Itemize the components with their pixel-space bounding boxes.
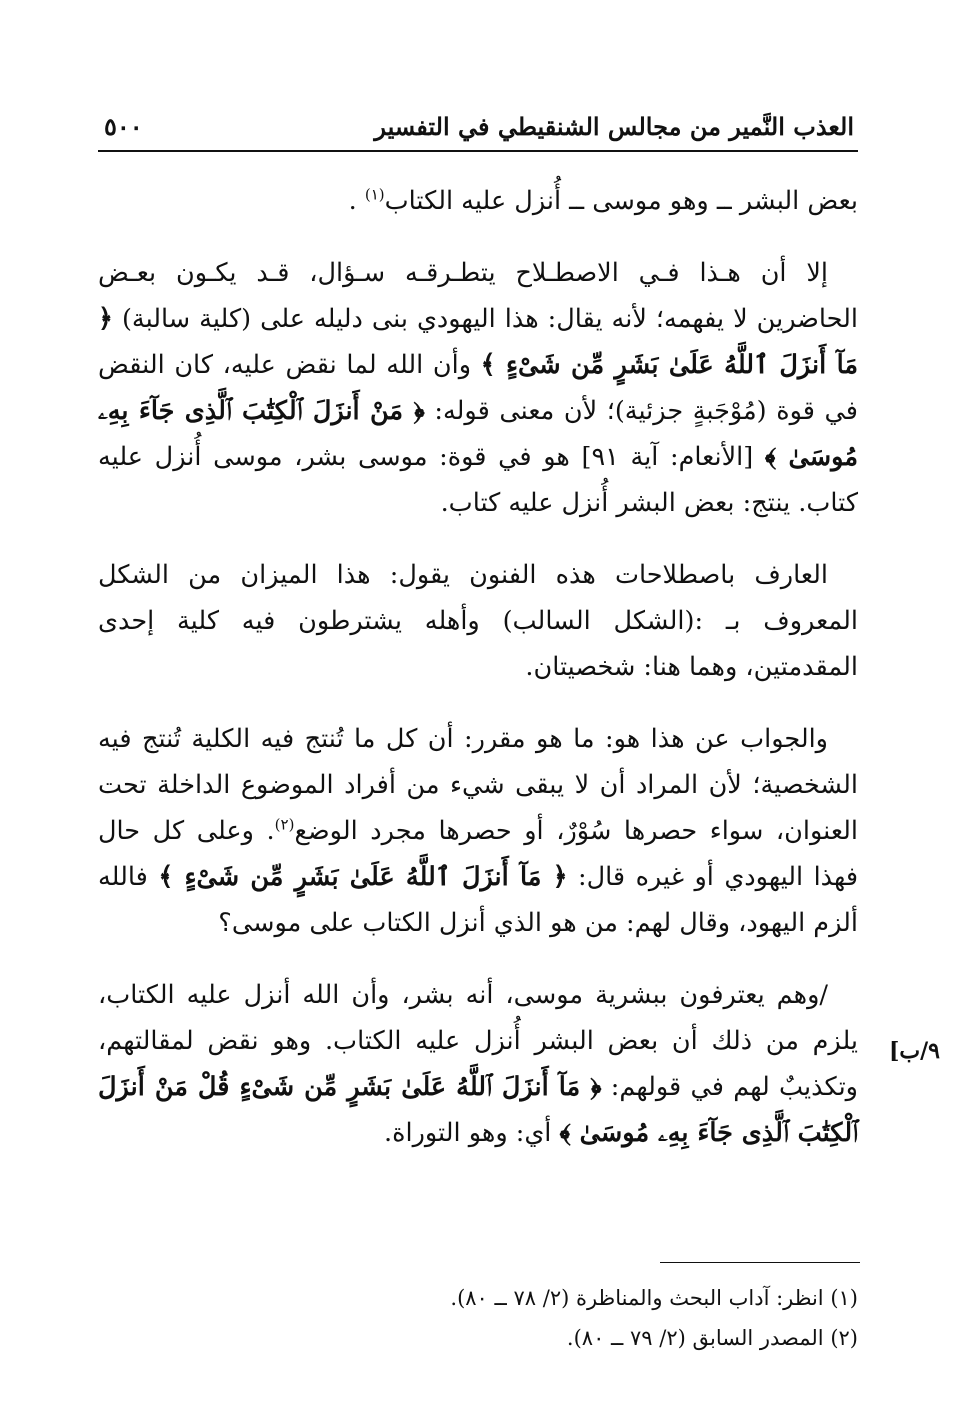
paragraph-4 — [98, 716, 858, 946]
text-run: العارف باصطلاحات هذه الفنون يقول: هذا الميزان من الشكل المعروف بـ :(الشكل السالب) وأهله يشترطون فيه كلية إحدى المقدمتين، وهما هنا: شخصيتان. — [98, 560, 858, 682]
footnotes — [98, 1278, 858, 1358]
text-run: أي: وهو التوراة. — [384, 1118, 560, 1148]
quran-quote: ﴿ مَآ أَنزَلَ ٱللَّهُ عَلَىٰ بَشَرٍ مِّن شَىْءٍ ﴾ — [158, 862, 568, 892]
paragraph-3 — [98, 552, 858, 690]
paragraph-2 — [98, 250, 858, 526]
footnote-ref-1: (١) — [364, 185, 385, 204]
text-run: . — [348, 186, 365, 216]
text-run: /وهم يعترفون ببشرية موسى، أنه بشر، وأن الله أنزل عليه الكتاب، يلزم من ذلك أن بعض البشر أُنزل عليه الكتاب. وهو نقض لمقالتهم، وتكذيبٌ لهم في قولهم: — [98, 980, 858, 1102]
footnote-2: (٢) المصدر السابق (٢/ ٧٩ ــ ٨٠). — [566, 1326, 858, 1350]
footnote-divider — [660, 1262, 860, 1263]
text-run: إلا أن هـذا فـي الاصطـلاح يتطـرقـه سـؤال، قـد يكـون بعـض الحاضرين لا يفهمه؛ لأنه يقال: هذا اليهودي بنى دليله على (كلية سالبة) — [98, 258, 858, 334]
text-run: [الأنعام: آية ٩١] هو في قوة: موسى بشر، موسى أُنزل عليه كتاب. ينتج: بعض البشر أُنزل عليه كتاب. — [98, 442, 858, 518]
text-run: والجواب عن هذا هو: ما هو مقرر: أن كل ما تُنتج فيه الكلية تُنتج فيه الشخصية؛ لأن المراد أن لا يبقى شيء من أفراد الموضوع الداخلة تحت العنوان، سواء حصرها سُوْرٌ، أو حصرها مجرد الوضع — [98, 724, 858, 846]
paragraph-5 — [98, 972, 858, 1156]
footnote-1: (١) انظر: آداب البحث والمناظرة (٢/ ٧٨ ــ ٨٠). — [450, 1286, 858, 1310]
text-run: بعض البشر ــ وهو موسى ــ أُنزل عليه الكتاب — [384, 186, 858, 216]
quran-quote: ﴿ مَآ أَنزَلَ ٱللَّهُ عَلَىٰ بَشَرٍ مِّن شَىْءٍ قُلْ مَنْ أَنزَلَ ٱلْكِتَٰبَ ٱلَّذِى جَآءَ بِهِۦ مُوسَىٰ ﴾ — [98, 1072, 858, 1148]
quran-quote: ﴿ مَآ أَنزَلَ ٱللَّهُ عَلَىٰ بَشَرٍ مِّن شَىْءٍ ﴾ — [98, 304, 858, 380]
page-number: ٥٠٠ — [104, 112, 143, 141]
manuscript-folio-marker: ٩/ب] — [889, 1038, 940, 1064]
paragraph-1 — [98, 178, 858, 224]
footnote-ref-2: (٢) — [274, 815, 295, 834]
text-run: فالله ألزم اليهود، وقال لهم: من هو الذي أنزل الكتاب على موسى؟ — [98, 862, 858, 938]
quran-quote: ﴿ مَنْ أَنزَلَ ٱلْكِتَٰبَ ٱلَّذِى جَآءَ بِهِۦ مُوسَىٰ ﴾ — [98, 396, 858, 472]
main-text — [98, 178, 858, 1182]
running-header — [98, 108, 858, 152]
text-run: وأن الله لما نقض عليه، كان النقض في قوة (مُوْجَبةٍ جزئية)؛ لأن معنى قوله: — [98, 350, 858, 426]
text-run: . وعلى كل حال فهذا اليهودي أو غيره قال: — [98, 816, 859, 892]
running-title: العذب النَّمير من مجالس الشنقيطي في التفسير — [374, 112, 854, 141]
